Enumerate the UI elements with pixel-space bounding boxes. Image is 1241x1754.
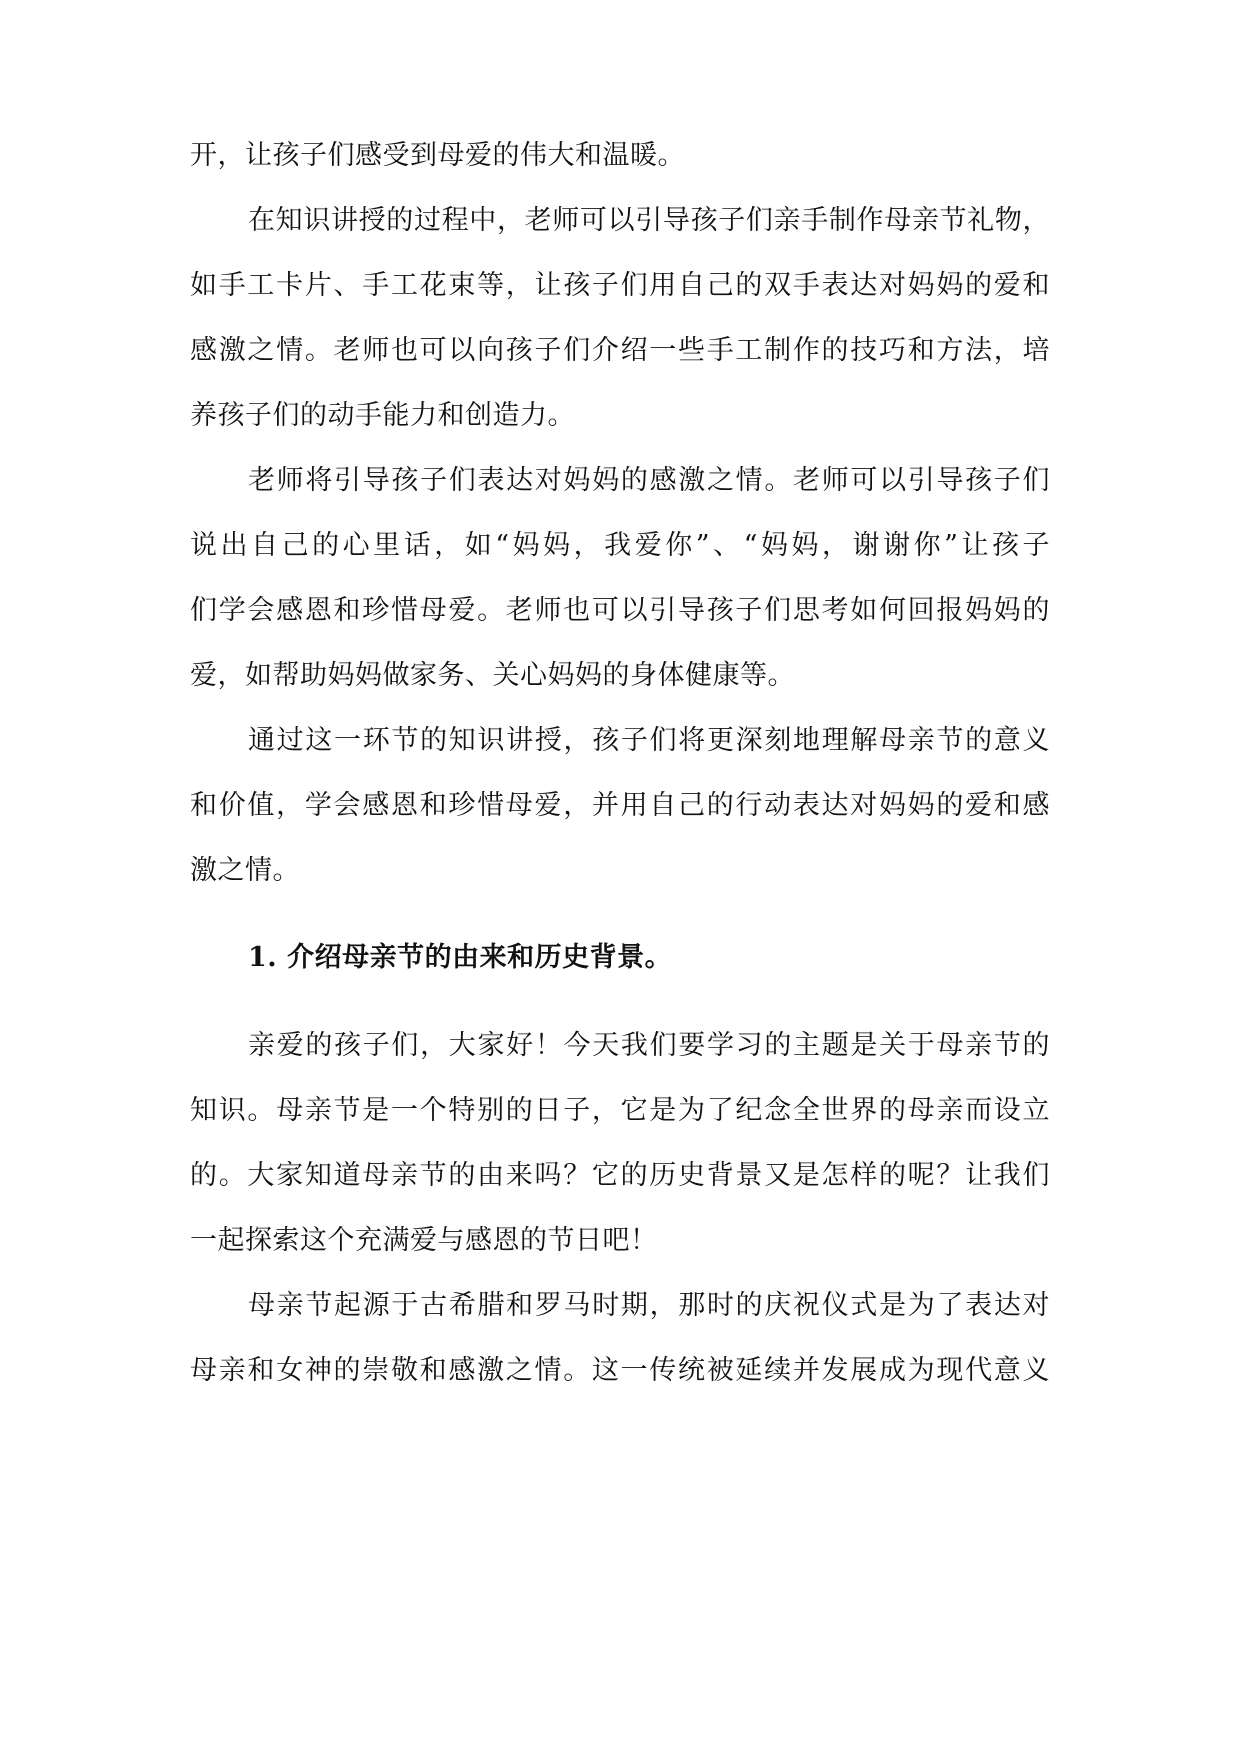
paragraph-line: 母亲节起源于古希腊和罗马时期，那时的庆祝仪式是为了表达对: [248, 1290, 1050, 1321]
paragraph-line: 母亲和女神的崇敬和感激之情。这一传统被延续并发展成为现代意义: [190, 1355, 1050, 1386]
paragraph-line: 感激之情。老师也可以向孩子们介绍一些手工制作的技巧和方法，培: [190, 335, 1050, 366]
paragraph-line: 如手工卡片、手工花束等，让孩子们用自己的双手表达对妈妈的爱和: [190, 270, 1050, 301]
paragraph-line: 在知识讲授的过程中，老师可以引导孩子们亲手制作母亲节礼物，: [248, 205, 1050, 236]
paragraph-line: 激之情。: [190, 855, 300, 886]
paragraph-line: 养孩子们的动手能力和创造力。: [190, 400, 575, 431]
paragraph-line: 老师将引导孩子们表达对妈妈的感激之情。老师可以引导孩子们: [248, 465, 1050, 496]
section-heading: 1. 介绍母亲节的由来和历史背景。: [248, 942, 673, 973]
paragraph-line: 知识。母亲节是一个特别的日子，它是为了纪念全世界的母亲而设立: [190, 1095, 1050, 1126]
paragraph-line: 亲爱的孩子们，大家好！今天我们要学习的主题是关于母亲节的: [248, 1030, 1050, 1061]
paragraph-line: 的。大家知道母亲节的由来吗？它的历史背景又是怎样的呢？让我们: [190, 1160, 1050, 1191]
paragraph-line: 和价值，学会感恩和珍惜母爱，并用自己的行动表达对妈妈的爱和感: [190, 790, 1050, 821]
paragraph-line: 们学会感恩和珍惜母爱。老师也可以引导孩子们思考如何回报妈妈的: [190, 595, 1050, 626]
paragraph-line: 开，让孩子们感受到母爱的伟大和温暖。: [190, 140, 685, 171]
paragraph-line: 爱，如帮助妈妈做家务、关心妈妈的身体健康等。: [190, 660, 795, 691]
paragraph-line: 说出自己的心里话，如“妈妈，我爱你”、“妈妈，谢谢你”让孩子: [190, 530, 1050, 561]
paragraph-line: 通过这一环节的知识讲授，孩子们将更深刻地理解母亲节的意义: [248, 725, 1050, 756]
paragraph-line: 一起探索这个充满爱与感恩的节日吧！: [190, 1225, 658, 1256]
